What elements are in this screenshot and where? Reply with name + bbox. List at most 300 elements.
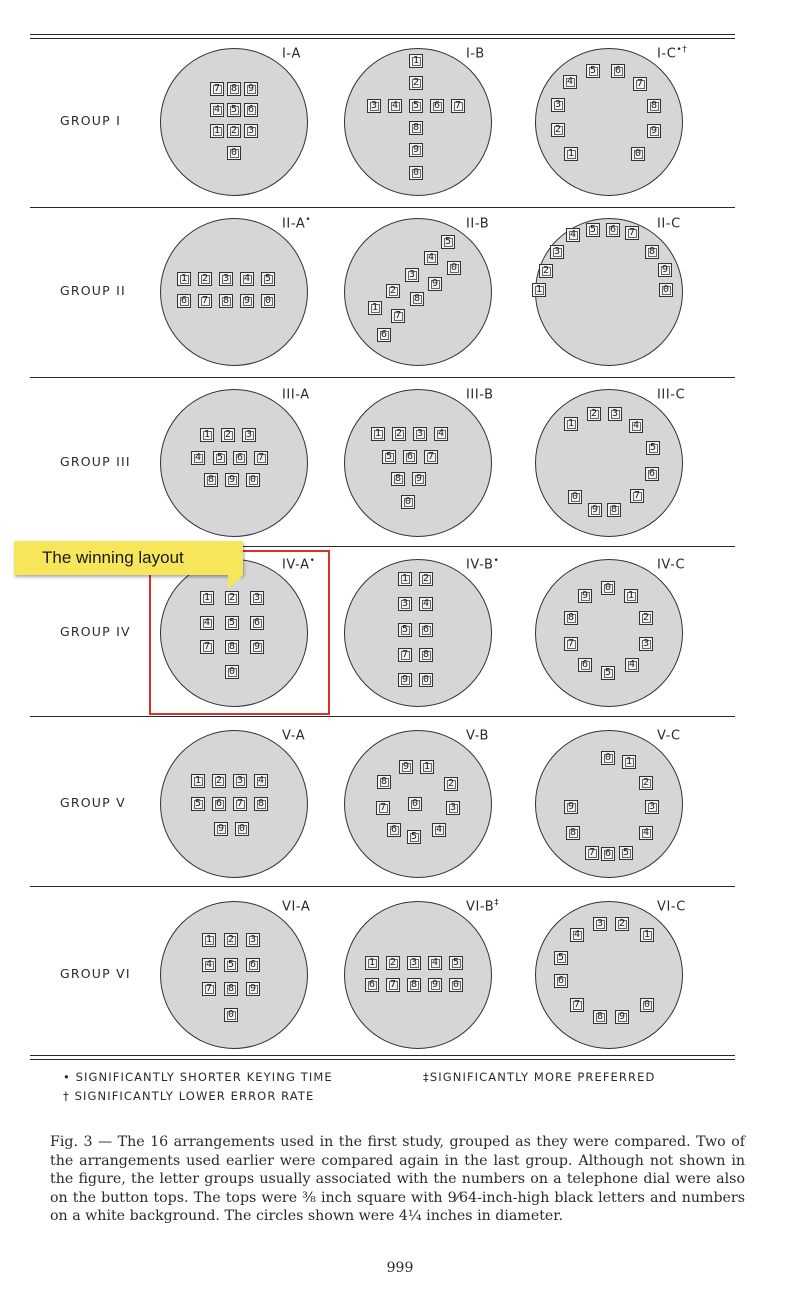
key-button <box>233 774 247 788</box>
key-digit: 9 <box>228 474 236 485</box>
key-button <box>213 451 227 465</box>
keypad-circle <box>160 48 308 196</box>
key-digit: 6 <box>604 848 612 859</box>
key-digit: 8 <box>412 122 420 133</box>
key-digit: 6 <box>648 468 656 479</box>
arrangement-label <box>282 898 310 914</box>
arrangement-name: V-A <box>282 728 306 744</box>
key-button <box>386 978 400 992</box>
winning-layout-callout <box>14 541 243 575</box>
key-digit: 3 <box>401 598 409 609</box>
key-digit: 7 <box>628 227 636 238</box>
key-digit: 3 <box>553 246 561 257</box>
key-button <box>407 956 421 970</box>
key-button <box>587 407 601 421</box>
key-digit: 7 <box>201 295 209 306</box>
key-button <box>392 427 406 441</box>
key-digit: 2 <box>230 125 238 136</box>
key-button <box>254 451 268 465</box>
key-button <box>403 450 417 464</box>
key-button <box>424 251 438 265</box>
key-digit: 7 <box>213 83 221 94</box>
key-digit: 7 <box>394 310 402 321</box>
key-digit: 5 <box>230 104 238 115</box>
key-button <box>235 822 249 836</box>
key-digit: 6 <box>557 975 565 986</box>
key-button <box>227 124 241 138</box>
key-digit: 5 <box>228 617 236 628</box>
key-button <box>386 956 400 970</box>
key-button <box>388 99 402 113</box>
key-digit: 3 <box>642 638 650 649</box>
key-digit: 2 <box>201 273 209 284</box>
arrangement-name: VI-C <box>657 899 686 915</box>
key-button <box>398 597 412 611</box>
key-digit: 1 <box>205 934 213 945</box>
key-button <box>419 648 433 662</box>
key-button <box>177 294 191 308</box>
group-label: GROUP I <box>60 113 121 128</box>
key-button <box>233 451 247 465</box>
key-button <box>254 774 268 788</box>
key-digit: 7 <box>379 802 387 813</box>
key-digit: 4 <box>435 824 443 835</box>
arrangement-name: IV-B <box>466 557 494 573</box>
key-button <box>586 64 600 78</box>
key-button <box>625 226 639 240</box>
key-digit: 1 <box>567 418 575 429</box>
key-digit: 6 <box>215 798 223 809</box>
key-button <box>377 775 391 789</box>
key-digit: 6 <box>614 65 622 76</box>
key-button <box>225 473 239 487</box>
key-button <box>224 1008 238 1022</box>
key-button <box>647 124 661 138</box>
key-button <box>631 147 645 161</box>
key-digit: 7 <box>636 78 644 89</box>
key-button <box>539 264 553 278</box>
key-button <box>398 673 412 687</box>
arrangement-label <box>282 386 310 402</box>
key-digit: 0 <box>227 1009 235 1020</box>
key-button <box>191 774 205 788</box>
key-digit: 1 <box>203 429 211 440</box>
key-digit: 0 <box>604 752 612 763</box>
key-digit: 9 <box>401 674 409 685</box>
key-digit: 0 <box>238 823 246 834</box>
key-digit: 9 <box>412 144 420 155</box>
key-digit: 4 <box>632 420 640 431</box>
key-button <box>221 428 235 442</box>
key-digit: 9 <box>247 83 255 94</box>
key-digit: 2 <box>422 573 430 584</box>
key-digit: 2 <box>224 429 232 440</box>
key-button <box>407 830 421 844</box>
key-digit: 6 <box>422 624 430 635</box>
key-digit: 8 <box>569 827 577 838</box>
arrangement-label <box>657 727 681 743</box>
key-digit: 5 <box>557 952 565 963</box>
divider-rule <box>30 716 735 717</box>
key-button <box>607 503 621 517</box>
key-digit: 6 <box>236 452 244 463</box>
key-digit: 0 <box>571 491 579 502</box>
arrangement-name: VI-B <box>466 899 495 915</box>
key-digit: 2 <box>395 428 403 439</box>
key-digit: 4 <box>243 273 251 284</box>
key-digit: 4 <box>573 929 581 940</box>
key-button <box>409 76 423 90</box>
key-digit: 1 <box>371 302 379 313</box>
key-digit: 3 <box>648 801 656 812</box>
footnote-preferred: ‡SIGNIFICANTLY MORE PREFERRED <box>423 1070 656 1084</box>
key-digit: 4 <box>628 659 636 670</box>
key-button <box>240 294 254 308</box>
key-button <box>224 982 238 996</box>
key-button <box>640 998 654 1012</box>
key-button <box>550 245 564 259</box>
key-digit: 8 <box>230 83 238 94</box>
key-button <box>202 958 216 972</box>
key-button <box>446 801 460 815</box>
key-button <box>608 407 622 421</box>
key-button <box>368 301 382 315</box>
key-button <box>246 958 260 972</box>
key-button <box>645 245 659 259</box>
arrangement-name: VI-A <box>282 899 311 915</box>
key-button <box>405 268 419 282</box>
key-button <box>224 958 238 972</box>
key-button <box>227 82 241 96</box>
key-digit: 4 <box>205 959 213 970</box>
key-digit: 7 <box>633 490 641 501</box>
key-digit: 3 <box>416 428 424 439</box>
key-button <box>639 637 653 651</box>
key-button <box>630 489 644 503</box>
arrangement-name: IV-A <box>282 557 310 573</box>
key-digit: 7 <box>203 641 211 652</box>
key-digit: 1 <box>423 761 431 772</box>
footnote-error-rate: † SIGNIFICANTLY LOWER ERROR RATE <box>63 1089 315 1103</box>
key-digit: 3 <box>408 269 416 280</box>
key-button <box>210 82 224 96</box>
keypad-circle <box>344 389 492 537</box>
key-button <box>449 956 463 970</box>
key-button <box>191 797 205 811</box>
key-digit: 7 <box>588 847 596 858</box>
key-button <box>198 294 212 308</box>
key-button <box>444 777 458 791</box>
key-button <box>428 978 442 992</box>
key-digit: 0 <box>404 496 412 507</box>
key-digit: 9 <box>591 504 599 515</box>
arrangement-label <box>466 727 489 743</box>
arrangement-name: V-B <box>466 728 490 744</box>
key-button <box>564 637 578 651</box>
key-digit: 5 <box>452 957 460 968</box>
significance-mark: • <box>493 556 500 566</box>
arrangement-label <box>657 556 685 572</box>
group-label: GROUP VI <box>60 966 131 981</box>
key-button <box>391 309 405 323</box>
key-digit: 2 <box>228 592 236 603</box>
key-button <box>410 292 424 306</box>
significance-mark: •† <box>676 45 688 55</box>
key-button <box>242 428 256 442</box>
key-button <box>588 503 602 517</box>
key-button <box>645 467 659 481</box>
key-digit: 4 <box>422 598 430 609</box>
key-button <box>629 419 643 433</box>
key-button <box>386 284 400 298</box>
key-digit: 6 <box>433 100 441 111</box>
key-digit: 5 <box>604 667 612 678</box>
key-button <box>412 472 426 486</box>
key-digit: 4 <box>203 617 211 628</box>
arrangement-label <box>282 45 301 61</box>
arrangement-name: III-B <box>466 387 494 403</box>
key-button <box>409 99 423 113</box>
key-button <box>212 797 226 811</box>
key-digit: 8 <box>610 504 618 515</box>
key-button <box>615 1010 629 1024</box>
key-digit: 1 <box>643 929 651 940</box>
key-button <box>246 982 260 996</box>
key-digit: 9 <box>650 125 658 136</box>
key-digit: 8 <box>413 293 421 304</box>
arrangement-name: I-B <box>466 46 485 62</box>
key-button <box>566 228 580 242</box>
callout-tail <box>228 575 243 589</box>
key-button <box>219 294 233 308</box>
key-button <box>202 982 216 996</box>
key-button <box>409 143 423 157</box>
key-digit: 3 <box>611 408 619 419</box>
key-button <box>244 103 258 117</box>
key-digit: 6 <box>368 979 376 990</box>
key-button <box>382 450 396 464</box>
key-button <box>639 611 653 625</box>
key-button <box>261 294 275 308</box>
key-button <box>564 147 578 161</box>
top-rule <box>30 34 735 35</box>
key-button <box>227 103 241 117</box>
arrangement-name: III-C <box>657 387 686 403</box>
key-button <box>447 261 461 275</box>
bottom-rule <box>30 1055 735 1056</box>
key-button <box>391 472 405 486</box>
key-button <box>419 623 433 637</box>
key-button <box>619 846 633 860</box>
significance-mark: • <box>309 556 316 566</box>
arrangement-label <box>657 898 686 914</box>
key-button <box>434 427 448 441</box>
key-button <box>578 589 592 603</box>
group-label: GROUP IV <box>60 624 131 639</box>
key-button <box>246 473 260 487</box>
key-digit: 4 <box>569 229 577 240</box>
key-button <box>244 82 258 96</box>
key-digit: 2 <box>542 265 550 276</box>
key-digit: 0 <box>228 666 236 677</box>
key-digit: 7 <box>401 649 409 660</box>
key-button <box>409 166 423 180</box>
key-digit: 8 <box>227 983 235 994</box>
key-digit: 1 <box>180 273 188 284</box>
key-button <box>398 648 412 662</box>
key-digit: 6 <box>247 104 255 115</box>
key-button <box>409 121 423 135</box>
key-digit: 3 <box>245 429 253 440</box>
key-digit: 0 <box>230 147 238 158</box>
key-digit: 2 <box>215 775 223 786</box>
key-button <box>371 427 385 441</box>
arrangement-label <box>466 556 499 572</box>
key-button <box>606 223 620 237</box>
key-digit: 0 <box>422 674 430 685</box>
arrangement-name: I-C <box>657 46 677 62</box>
key-button <box>387 823 401 837</box>
key-button <box>214 822 228 836</box>
key-digit: 8 <box>648 246 656 257</box>
page-number: 999 <box>386 1260 414 1276</box>
key-button <box>532 283 546 297</box>
key-button <box>601 847 615 861</box>
key-digit: 5 <box>216 452 224 463</box>
key-digit: 5 <box>649 442 657 453</box>
key-button <box>615 917 629 931</box>
key-digit: 6 <box>180 295 188 306</box>
key-digit: 8 <box>422 649 430 660</box>
key-digit: 9 <box>415 473 423 484</box>
key-button <box>376 801 390 815</box>
key-digit: 0 <box>450 262 458 273</box>
key-button <box>645 800 659 814</box>
key-digit: 8 <box>257 798 265 809</box>
key-digit: 8 <box>380 776 388 787</box>
arrangement-name: I-A <box>282 46 301 62</box>
key-digit: 1 <box>412 55 420 66</box>
arrangement-label <box>466 386 494 402</box>
key-button <box>564 800 578 814</box>
key-button <box>658 263 672 277</box>
key-button <box>419 572 433 586</box>
key-button <box>420 760 434 774</box>
key-button <box>430 99 444 113</box>
key-button <box>377 328 391 342</box>
key-digit: 1 <box>535 284 543 295</box>
key-button <box>564 611 578 625</box>
key-digit: 4 <box>257 775 265 786</box>
key-button <box>449 978 463 992</box>
key-button <box>593 917 607 931</box>
key-digit: 2 <box>590 408 598 419</box>
key-digit: 1 <box>567 148 575 159</box>
key-digit: 3 <box>247 125 255 136</box>
key-digit: 5 <box>444 236 452 247</box>
key-digit: 0 <box>412 167 420 178</box>
arrangement-label <box>657 215 681 231</box>
key-button <box>210 124 224 138</box>
key-digit: 0 <box>662 284 670 295</box>
key-button <box>204 473 218 487</box>
key-digit: 5 <box>622 847 630 858</box>
key-digit: 1 <box>401 573 409 584</box>
key-button <box>233 797 247 811</box>
key-digit: 7 <box>205 983 213 994</box>
key-button <box>566 826 580 840</box>
group-label: GROUP III <box>60 454 131 469</box>
arrangement-name: III-A <box>282 387 310 403</box>
key-digit: 4 <box>427 252 435 263</box>
key-digit: 3 <box>410 957 418 968</box>
key-button <box>554 974 568 988</box>
keypad-circle <box>535 48 683 196</box>
key-digit: 4 <box>213 104 221 115</box>
key-button <box>428 277 442 291</box>
key-digit: 6 <box>581 659 589 670</box>
arrangement-label <box>657 45 687 61</box>
key-digit: 7 <box>573 999 581 1010</box>
key-button <box>419 597 433 611</box>
key-button <box>563 75 577 89</box>
significance-mark: ‡ <box>494 898 500 908</box>
significance-mark: • <box>305 215 312 225</box>
key-digit: 9 <box>402 761 410 772</box>
key-digit: 0 <box>604 582 612 593</box>
key-digit: 0 <box>634 148 642 159</box>
key-button <box>554 951 568 965</box>
key-button <box>611 64 625 78</box>
key-button <box>200 428 214 442</box>
key-digit: 5 <box>410 831 418 842</box>
key-digit: 5 <box>194 798 202 809</box>
key-button <box>585 846 599 860</box>
key-button <box>202 933 216 947</box>
key-button <box>409 54 423 68</box>
key-digit: 7 <box>454 100 462 111</box>
key-digit: 1 <box>213 125 221 136</box>
arrangement-name: II-A <box>282 216 306 232</box>
arrangement-label <box>466 215 489 231</box>
key-digit: 7 <box>389 979 397 990</box>
key-button <box>570 998 584 1012</box>
key-button <box>219 272 233 286</box>
key-digit: 2 <box>227 934 235 945</box>
key-button <box>640 928 654 942</box>
key-button <box>432 823 446 837</box>
key-digit: 8 <box>650 100 658 111</box>
key-digit: 5 <box>401 624 409 635</box>
keypad-circle <box>344 899 495 1049</box>
key-button <box>601 581 615 595</box>
group-label: GROUP II <box>60 283 126 298</box>
key-digit: 9 <box>618 1011 626 1022</box>
key-digit: 2 <box>618 918 626 929</box>
key-button <box>586 223 600 237</box>
key-digit: 5 <box>227 959 235 970</box>
key-button <box>601 666 615 680</box>
keypad-circle <box>160 218 308 366</box>
key-digit: 6 <box>380 329 388 340</box>
key-button <box>413 427 427 441</box>
key-button <box>401 495 415 509</box>
key-button <box>646 441 660 455</box>
arrangement-label <box>282 215 311 231</box>
key-digit: 9 <box>661 264 669 275</box>
key-button <box>398 623 412 637</box>
key-digit: 9 <box>431 278 439 289</box>
